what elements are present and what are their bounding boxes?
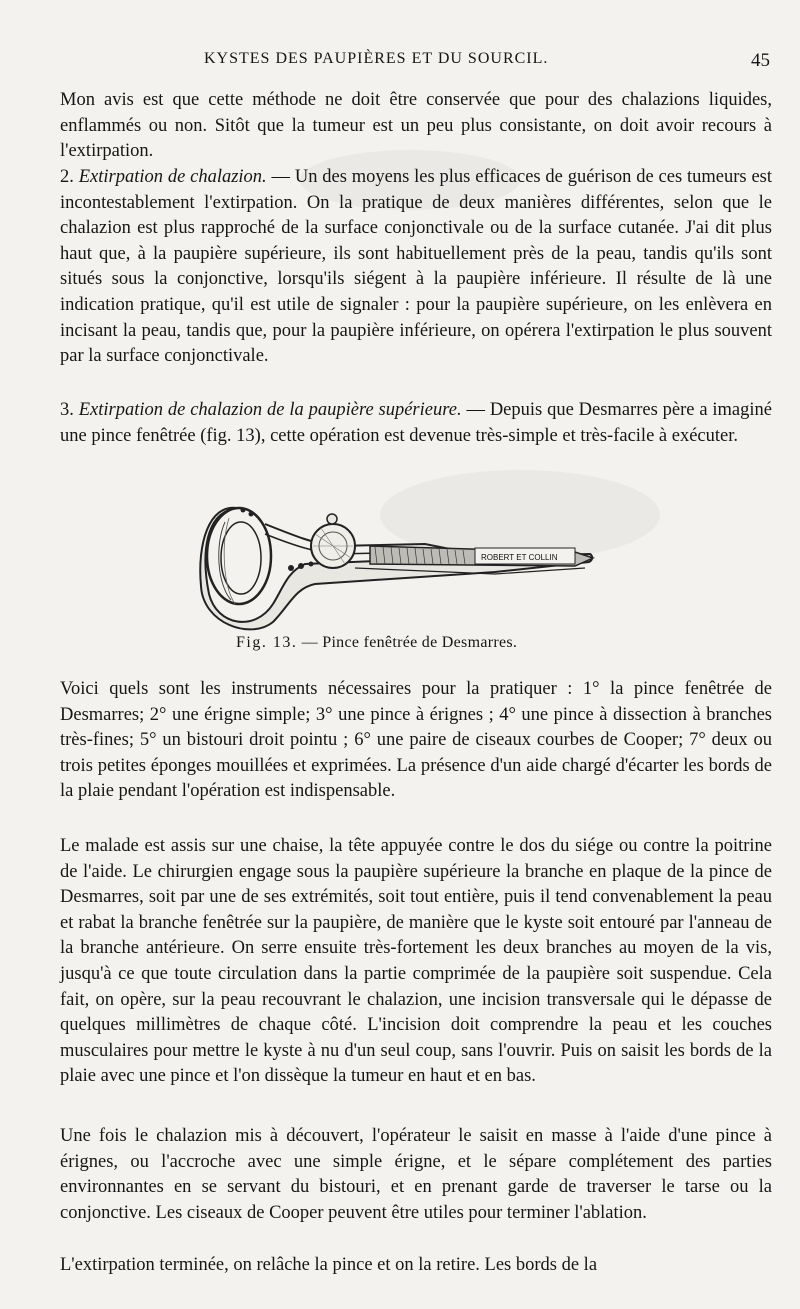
paragraph-2 — [60, 165, 772, 370]
paragraph-6: Une fois le chalazion mis à découvert, l'opérateur le saisit en masse à l'aide d'une pince à érignes, ou l'accroche avec une simple érigne, et le sépare complétement des parties environnantes en se servant du bistouri, et en prenant garde de traverser le tarse ou la conjonctive. Les ciseaux de Cooper peuvent être utiles pour terminer l'ablation. — [60, 1126, 772, 1223]
figure-title: — Pince fenêtrée de Desmarres. — [297, 634, 518, 651]
paragraph-7: L'extirpation terminée, on relâche la pince et on la retire. Les bords de la — [60, 1255, 598, 1275]
paragraph-1: Mon avis est que cette méthode ne doit être conservée que pour des chalazions liquides, enflammés ou non. Sitôt que la tumeur est un peu plus consistante, on doit avoir recours à l'extirpation. — [60, 90, 772, 162]
forceps-illustration — [195, 494, 615, 634]
figure-caption — [236, 634, 517, 652]
paragraph-text: — Depuis que Desmarres père a imaginé une pince fenêtrée (fig. 13), cette opération est devenue très-simple et très-facile à exécuter. — [60, 400, 772, 446]
paragraph-text: — Un des moyens les plus efficaces de guérison de ces tumeurs est incontestablement l'extirpation. On la pratique de deux manières différentes, selon que le chalazion est plus rapproché de la surface conjonctivale ou de la surface cutanée. J'ai dit plus haut que, à la paupière supérieure, ils sont habituellement près de la peau, tandis qu'ils sont situés sous la conjonctive, lorsqu'ils siégent à la paupière inférieure. Il résulte de là une indication pratique, qu'il est utile de signaler : pour la paupière supérieure, on les enlèvera en incisant la peau, tandis que, pour la paupière inférieure, on opérera l'extirpation le plus souvent par la surface conjonctivale. — [60, 167, 772, 367]
section-title: Extirpation de chalazion de la paupière supérieure. — [78, 400, 462, 420]
running-title: KYSTES DES PAUPIÈRES ET DU SOURCIL. — [204, 50, 549, 67]
paragraph-4: Voici quels sont les instruments nécessaires pour la pratiquer : 1° la pince fenêtrée de Desmarres; 2° une érigne simple; 3° une pince à érignes ; 4° une pince à dissection à branches très-fines; 5° un bistouri droit pointu ; 6° une paire de ciseaux courbes de Cooper; 7° deux ou trois petites éponges mouillées et exprimées. La présence d'un aide chargé d'écarter les bords de la plaie pendant l'opération est indispensable. — [60, 679, 772, 802]
paragraph-3 — [60, 398, 772, 449]
paragraph-5: Le malade est assis sur une chaise, la tête appuyée contre le dos du siége ou contre la poitrine de l'aide. Le chirurgien engage sous la paupière supérieure la branche en plaque de la pince de Desmarres, soit par une de ses extrémités, soit tout entière, puis il tend convenablement la peau et rabat la branche fenêtrée sur la paupière, de manière que le kyste soit entouré par l'anneau de la branche antérieure. On serre ensuite très-fortement les deux branches au moyen de la vis, jusqu'à ce que toute circulation dans la partie comprimée de la paupière soit suspendue. Cela fait, on opère, sur la peau recouvrant le chalazion, une incision transversale qui le dépasse de quelques millimètres de chaque côté. L'incision doit comprendre la peau et les couches musculaires pour mettre le kyste à nu d'un seul coup, sans l'ouvrir. Puis on saisit les bords de la plaie avec une pince et l'on dissèque la tumeur en haut et en bas. — [60, 836, 772, 1087]
maker-engraving: ROBERT ET COLLIN — [481, 553, 558, 562]
page-number: 45 — [751, 50, 770, 71]
section-title: Extirpation de chalazion. — [78, 167, 267, 187]
section-number: 3. — [60, 400, 74, 420]
page-header — [60, 50, 770, 74]
figure-label: Fig. 13. — [236, 634, 298, 651]
section-number: 2. — [60, 167, 74, 187]
